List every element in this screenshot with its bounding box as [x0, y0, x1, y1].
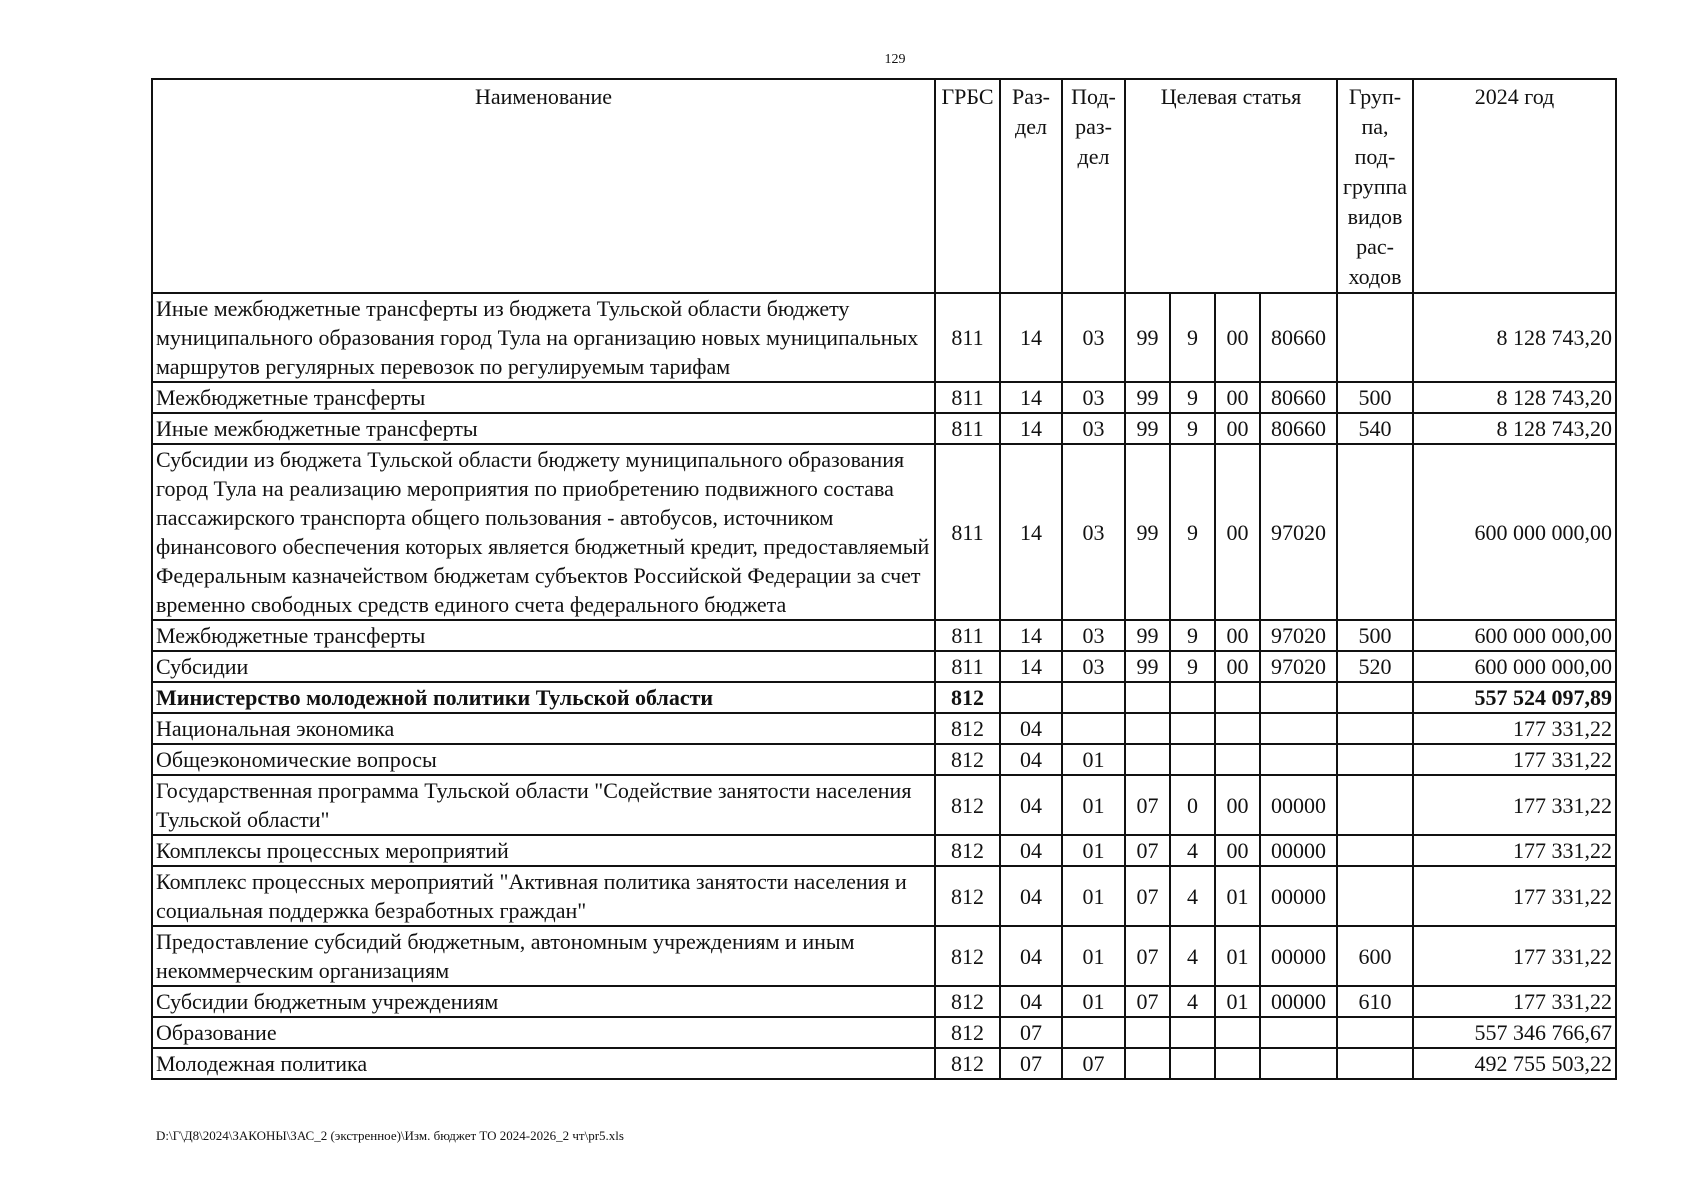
cell-gruppa: 600	[1337, 926, 1413, 986]
cell-celevaya-type: 4	[1170, 926, 1215, 986]
cell-podrazdel: 03	[1062, 651, 1125, 682]
cell-gruppa	[1337, 713, 1413, 744]
cell-podrazdel: 01	[1062, 775, 1125, 835]
cell-grbs: 811	[935, 413, 1000, 444]
cell-amount: 8 128 743,20	[1413, 413, 1616, 444]
footer-file-path: D:\Г\Д8\2024\ЗАКОНЫ\ЗАС_2 (экстренное)\Изм. бюджет ТО 2024-2026_2 чт\pr5.xls	[156, 1128, 624, 1143]
cell-celevaya-sub: 00	[1215, 444, 1260, 620]
cell-podrazdel: 01	[1062, 986, 1125, 1017]
cell-name: Национальная экономика	[152, 713, 935, 744]
cell-celevaya-sub	[1215, 713, 1260, 744]
cell-razdel: 04	[1000, 926, 1062, 986]
cell-podrazdel	[1062, 682, 1125, 713]
cell-gruppa: 500	[1337, 620, 1413, 651]
cell-celevaya-type	[1170, 682, 1215, 713]
cell-grbs: 812	[935, 986, 1000, 1017]
cell-amount: 177 331,22	[1413, 713, 1616, 744]
cell-celevaya-type	[1170, 1048, 1215, 1079]
cell-razdel: 14	[1000, 293, 1062, 382]
cell-grbs: 811	[935, 651, 1000, 682]
cell-celevaya-program: 07	[1125, 986, 1170, 1017]
cell-celevaya-type	[1170, 713, 1215, 744]
cell-razdel: 04	[1000, 986, 1062, 1017]
cell-celevaya-sub: 00	[1215, 835, 1260, 866]
cell-podrazdel: 01	[1062, 866, 1125, 926]
cell-amount: 177 331,22	[1413, 835, 1616, 866]
cell-grbs: 812	[935, 713, 1000, 744]
cell-name: Образование	[152, 1017, 935, 1048]
cell-celevaya-program: 99	[1125, 293, 1170, 382]
cell-name: Комплекс процессных мероприятий "Активная политика занятости населения и социальная поддержка безработных граждан"	[152, 866, 935, 926]
cell-gruppa	[1337, 293, 1413, 382]
cell-podrazdel: 03	[1062, 620, 1125, 651]
cell-grbs: 811	[935, 382, 1000, 413]
table-row	[152, 926, 1616, 986]
table-row	[152, 713, 1616, 744]
cell-razdel: 04	[1000, 866, 1062, 926]
cell-razdel: 04	[1000, 713, 1062, 744]
cell-gruppa	[1337, 835, 1413, 866]
cell-celevaya-direction: 00000	[1260, 926, 1337, 986]
cell-grbs: 812	[935, 744, 1000, 775]
table-row	[152, 620, 1616, 651]
cell-name: Межбюджетные трансферты	[152, 620, 935, 651]
cell-podrazdel: 03	[1062, 413, 1125, 444]
cell-razdel: 07	[1000, 1048, 1062, 1079]
cell-gruppa: 500	[1337, 382, 1413, 413]
table-row	[152, 1048, 1616, 1079]
cell-razdel	[1000, 682, 1062, 713]
cell-celevaya-direction: 80660	[1260, 413, 1337, 444]
table-row	[152, 986, 1616, 1017]
cell-celevaya-program: 99	[1125, 620, 1170, 651]
cell-celevaya-type: 9	[1170, 620, 1215, 651]
cell-podrazdel: 01	[1062, 744, 1125, 775]
cell-podrazdel	[1062, 1017, 1125, 1048]
cell-celevaya-direction	[1260, 713, 1337, 744]
cell-name: Иные межбюджетные трансферты	[152, 413, 935, 444]
cell-podrazdel: 01	[1062, 835, 1125, 866]
cell-amount: 177 331,22	[1413, 775, 1616, 835]
cell-amount: 557 346 766,67	[1413, 1017, 1616, 1048]
cell-celevaya-direction: 00000	[1260, 835, 1337, 866]
cell-grbs: 812	[935, 1048, 1000, 1079]
cell-razdel: 04	[1000, 775, 1062, 835]
cell-celevaya-direction: 00000	[1260, 775, 1337, 835]
table-row	[152, 775, 1616, 835]
table-row	[152, 835, 1616, 866]
cell-grbs: 811	[935, 620, 1000, 651]
cell-celevaya-sub: 00	[1215, 382, 1260, 413]
cell-name: Общеэкономические вопросы	[152, 744, 935, 775]
cell-amount: 8 128 743,20	[1413, 382, 1616, 413]
cell-celevaya-type: 4	[1170, 866, 1215, 926]
cell-celevaya-type: 4	[1170, 986, 1215, 1017]
cell-gruppa	[1337, 682, 1413, 713]
cell-celevaya-direction: 97020	[1260, 651, 1337, 682]
cell-celevaya-program: 99	[1125, 444, 1170, 620]
cell-celevaya-direction	[1260, 1017, 1337, 1048]
cell-celevaya-direction: 00000	[1260, 986, 1337, 1017]
cell-gruppa	[1337, 744, 1413, 775]
cell-celevaya-program: 99	[1125, 382, 1170, 413]
cell-amount: 600 000 000,00	[1413, 620, 1616, 651]
cell-celevaya-program: 07	[1125, 835, 1170, 866]
cell-celevaya-direction	[1260, 682, 1337, 713]
cell-celevaya-type	[1170, 744, 1215, 775]
cell-name: Предоставление субсидий бюджетным, автономным учреждениям и иным некоммерческим организациям	[152, 926, 935, 986]
cell-gruppa: 610	[1337, 986, 1413, 1017]
cell-amount: 600 000 000,00	[1413, 651, 1616, 682]
header-row	[152, 79, 1616, 293]
cell-gruppa	[1337, 775, 1413, 835]
cell-celevaya-sub	[1215, 744, 1260, 775]
cell-name: Молодежная политика	[152, 1048, 935, 1079]
cell-razdel: 14	[1000, 382, 1062, 413]
header-gruppa-vidov-rashodov: Груп- па, под- группа видов рас- ходов	[1337, 79, 1413, 293]
cell-celevaya-sub: 00	[1215, 651, 1260, 682]
header-celevaya-statya: Целевая статья	[1125, 79, 1337, 293]
table-row	[152, 651, 1616, 682]
budget-table	[151, 78, 1617, 1080]
cell-celevaya-direction: 80660	[1260, 293, 1337, 382]
cell-celevaya-sub: 00	[1215, 620, 1260, 651]
cell-name: Субсидии	[152, 651, 935, 682]
cell-gruppa	[1337, 866, 1413, 926]
table-row	[152, 866, 1616, 926]
table-row	[152, 744, 1616, 775]
cell-celevaya-sub: 00	[1215, 293, 1260, 382]
header-razdel: Раз- дел	[1000, 79, 1062, 293]
cell-name: Иные межбюджетные трансферты из бюджета Тульской области бюджету муниципального образования город Тула на организацию новых муниципальных маршрутов регулярных перевозок по регулируемым тарифам	[152, 293, 935, 382]
cell-grbs: 811	[935, 293, 1000, 382]
table-row	[152, 682, 1616, 713]
cell-razdel: 14	[1000, 413, 1062, 444]
cell-name: Субсидии из бюджета Тульской области бюджету муниципального образования город Тула на реализацию мероприятия по приобретению подвижного состава пассажирского транспорта общего пользования - автобусов, источником финансового обеспечения которых является бюджетный кредит, предоставляемый Федеральным казначейством бюджетам субъектов Российской Федерации за счет временно свободных средств единого счета федерального бюджета	[152, 444, 935, 620]
cell-celevaya-program	[1125, 682, 1170, 713]
cell-celevaya-sub	[1215, 682, 1260, 713]
header-year-2024: 2024 год	[1413, 79, 1616, 293]
cell-razdel: 04	[1000, 744, 1062, 775]
cell-amount: 177 331,22	[1413, 986, 1616, 1017]
cell-celevaya-direction	[1260, 1048, 1337, 1079]
cell-podrazdel: 03	[1062, 293, 1125, 382]
cell-razdel: 14	[1000, 651, 1062, 682]
cell-celevaya-type: 4	[1170, 835, 1215, 866]
cell-podrazdel	[1062, 713, 1125, 744]
cell-podrazdel: 07	[1062, 1048, 1125, 1079]
cell-amount: 557 524 097,89	[1413, 682, 1616, 713]
cell-amount: 177 331,22	[1413, 744, 1616, 775]
cell-grbs: 812	[935, 926, 1000, 986]
cell-celevaya-type: 9	[1170, 651, 1215, 682]
table-row	[152, 1017, 1616, 1048]
cell-gruppa	[1337, 1017, 1413, 1048]
cell-celevaya-type: 0	[1170, 775, 1215, 835]
cell-celevaya-program: 99	[1125, 413, 1170, 444]
cell-grbs: 812	[935, 1017, 1000, 1048]
cell-celevaya-program	[1125, 1017, 1170, 1048]
cell-celevaya-type: 9	[1170, 444, 1215, 620]
cell-celevaya-program	[1125, 744, 1170, 775]
cell-razdel: 04	[1000, 835, 1062, 866]
cell-razdel: 14	[1000, 444, 1062, 620]
cell-gruppa	[1337, 444, 1413, 620]
cell-podrazdel: 01	[1062, 926, 1125, 986]
cell-celevaya-direction: 97020	[1260, 444, 1337, 620]
cell-celevaya-sub: 01	[1215, 866, 1260, 926]
cell-celevaya-direction: 97020	[1260, 620, 1337, 651]
cell-celevaya-direction	[1260, 744, 1337, 775]
page-number: 129	[884, 52, 906, 67]
cell-grbs: 812	[935, 866, 1000, 926]
cell-celevaya-program: 07	[1125, 775, 1170, 835]
cell-celevaya-program: 07	[1125, 926, 1170, 986]
cell-amount: 492 755 503,22	[1413, 1048, 1616, 1079]
cell-celevaya-sub: 00	[1215, 413, 1260, 444]
cell-grbs: 812	[935, 835, 1000, 866]
cell-celevaya-type: 9	[1170, 382, 1215, 413]
cell-name: Межбюджетные трансферты	[152, 382, 935, 413]
cell-celevaya-program: 99	[1125, 651, 1170, 682]
cell-amount: 177 331,22	[1413, 926, 1616, 986]
cell-celevaya-program: 07	[1125, 866, 1170, 926]
cell-name: Министерство молодежной политики Тульской области	[152, 682, 935, 713]
cell-celevaya-type: 9	[1170, 293, 1215, 382]
header-podrazdel: Под- раз- дел	[1062, 79, 1125, 293]
header-name: Наименование	[152, 79, 935, 293]
cell-podrazdel: 03	[1062, 444, 1125, 620]
cell-amount: 600 000 000,00	[1413, 444, 1616, 620]
cell-grbs: 811	[935, 444, 1000, 620]
cell-gruppa: 520	[1337, 651, 1413, 682]
cell-celevaya-direction: 80660	[1260, 382, 1337, 413]
table-row	[152, 382, 1616, 413]
cell-celevaya-program	[1125, 1048, 1170, 1079]
cell-celevaya-direction: 00000	[1260, 866, 1337, 926]
cell-razdel: 07	[1000, 1017, 1062, 1048]
cell-name: Комплексы процессных мероприятий	[152, 835, 935, 866]
cell-celevaya-sub	[1215, 1048, 1260, 1079]
table-row	[152, 413, 1616, 444]
cell-celevaya-sub: 01	[1215, 986, 1260, 1017]
cell-celevaya-program	[1125, 713, 1170, 744]
cell-grbs: 812	[935, 775, 1000, 835]
cell-amount: 177 331,22	[1413, 866, 1616, 926]
cell-grbs: 812	[935, 682, 1000, 713]
table-row	[152, 293, 1616, 382]
cell-podrazdel: 03	[1062, 382, 1125, 413]
cell-gruppa	[1337, 1048, 1413, 1079]
cell-name: Государственная программа Тульской области "Содействие занятости населения Тульской области"	[152, 775, 935, 835]
cell-celevaya-sub	[1215, 1017, 1260, 1048]
cell-celevaya-sub: 01	[1215, 926, 1260, 986]
cell-gruppa: 540	[1337, 413, 1413, 444]
table-row	[152, 444, 1616, 620]
header-grbs: ГРБС	[935, 79, 1000, 293]
cell-celevaya-type	[1170, 1017, 1215, 1048]
cell-amount: 8 128 743,20	[1413, 293, 1616, 382]
cell-celevaya-sub: 00	[1215, 775, 1260, 835]
cell-name: Субсидии бюджетным учреждениям	[152, 986, 935, 1017]
cell-razdel: 14	[1000, 620, 1062, 651]
cell-celevaya-type: 9	[1170, 413, 1215, 444]
